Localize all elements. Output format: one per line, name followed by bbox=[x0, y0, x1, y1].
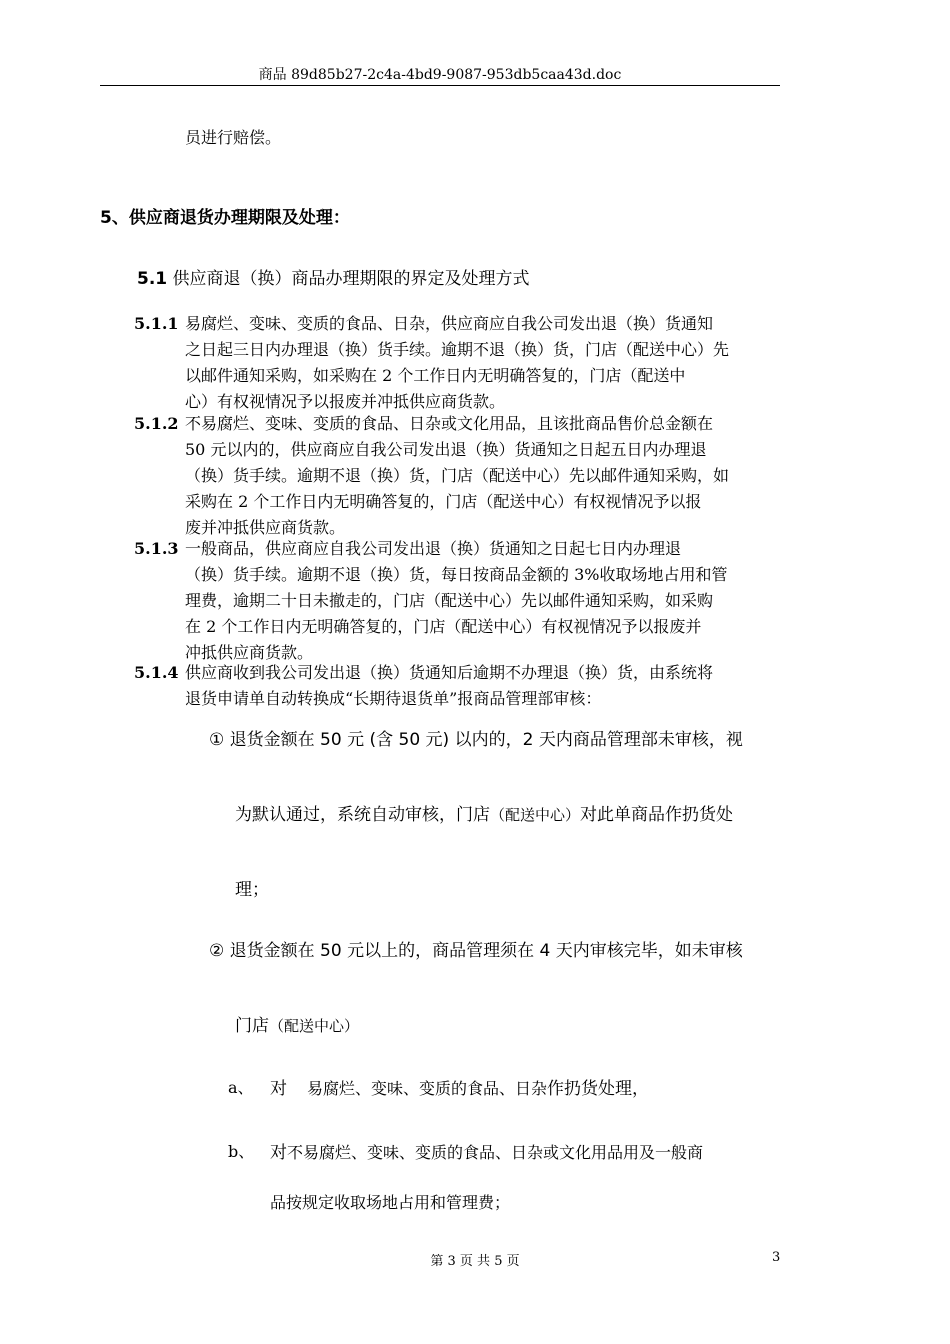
clause-line: 50 元以内的，供应商应自我公司发出退（换）货通知之日起五日内办理退 bbox=[185, 440, 707, 459]
sub-a-text: 易腐烂、变味、变质的食品、日杂 bbox=[307, 1079, 548, 1098]
clause-line: 一般商品，供应商应自我公司发出退（换）货通知之日起七日内办理退 bbox=[185, 539, 682, 558]
sub-a-post: 作扔货处理， bbox=[547, 1079, 650, 1099]
sub-b-text-1: 不易腐烂、变味、变质的食品、日杂或文化用品用及一般商 bbox=[287, 1143, 704, 1162]
clause-line: 不易腐烂、变味、变质的食品、日杂或文化用品，且该批商品售价总金额在 bbox=[185, 414, 714, 433]
clause-number: 5.1.2 bbox=[134, 414, 179, 433]
clause-line: 在 2 个工作日内无明确答复的，门店（配送中心）有权视情况予以报废并 bbox=[185, 617, 702, 636]
document-header-title: 商品 89d85b27-2c4a-4bd9-9087-953db5caa43d.doc bbox=[258, 67, 622, 83]
sub-a-label: a、 bbox=[228, 1078, 254, 1097]
clause-line: （换）货手续。逾期不退（换）货，每日按商品金额的 3%收取场地占用和管 bbox=[185, 565, 728, 584]
clause-line: 退货申请单自动转换成“长期待退货单”报商品管理部审核： bbox=[185, 689, 602, 708]
clause-line: 易腐烂、变味、变质的食品、日杂，供应商应自我公司发出退（换）货通知 bbox=[185, 314, 714, 333]
item-1-line-2-part-c: 对此单商品作扔货处 bbox=[580, 805, 734, 825]
clause-number: 5.1.4 bbox=[134, 663, 179, 682]
header-rule bbox=[100, 85, 780, 86]
sub-a-pre: 对 bbox=[270, 1079, 287, 1099]
clause-line: 以邮件通知采购，如采购在 2 个工作日内无明确答复的，门店（配送中 bbox=[185, 366, 686, 385]
sub-b-pre: 对 bbox=[270, 1143, 287, 1163]
item-1-line-1: ① 退货金额在 50 元 (含 50 元) 以内的，2 天内商品管理部未审核，视 bbox=[209, 730, 743, 750]
clause-line: （换）货手续。逾期不退（换）货，门店（配送中心）先以邮件通知采购，如 bbox=[185, 466, 730, 485]
item-2-line-2-part-b: （配送中心） bbox=[269, 1017, 360, 1035]
sub-b-line-1 bbox=[270, 1138, 703, 1163]
clause-5-1-2 bbox=[134, 411, 780, 541]
clause-line: 冲抵供应商货款。 bbox=[185, 643, 314, 662]
clause-5-1-4 bbox=[134, 660, 780, 712]
sub-b-label: b、 bbox=[228, 1142, 255, 1161]
subsection-text: 供应商退（换）商品办理期限的界定及处理方式 bbox=[167, 269, 530, 289]
clause-line: 供应商收到我公司发出退（换）货通知后逾期不办理退（换）货，由系统将 bbox=[185, 663, 714, 682]
clause-number: 5.1.3 bbox=[134, 539, 179, 558]
clause-line: 废并冲抵供应商货款。 bbox=[185, 518, 346, 537]
item-1-line-3: 理； bbox=[235, 880, 269, 900]
item-2-line-2-part-a: 门店 bbox=[235, 1016, 269, 1036]
page-number: 3 bbox=[772, 1250, 781, 1265]
sub-a-line bbox=[270, 1074, 649, 1099]
item-1-line-2-part-b: （配送中心） bbox=[490, 806, 581, 824]
subsection-title bbox=[137, 264, 530, 289]
subsection-number: 5.1 bbox=[137, 269, 168, 289]
clause-5-1-3 bbox=[134, 536, 780, 666]
item-2-line-2 bbox=[235, 1011, 359, 1036]
continuation-text: 员进行赔偿。 bbox=[185, 128, 282, 147]
clause-line: 采购在 2 个工作日内无明确答复的，门店（配送中心）有权视情况予以报 bbox=[185, 492, 702, 511]
section-title: 5、供应商退货办理期限及处理： bbox=[100, 208, 350, 228]
clause-5-1-1 bbox=[134, 311, 780, 415]
clause-line: 心）有权视情况予以报废并冲抵供应商货款。 bbox=[185, 392, 506, 411]
page-of-label: 第 3 页 共 5 页 bbox=[430, 1254, 520, 1269]
item-1-line-2 bbox=[235, 800, 733, 825]
clause-number: 5.1.1 bbox=[134, 314, 179, 333]
item-2-line-1: ② 退货金额在 50 元以上的，商品管理须在 4 天内审核完毕，如未审核 bbox=[209, 941, 743, 961]
clause-line: 之日起三日内办理退（换）货手续。逾期不退（换）货，门店（配送中心）先 bbox=[185, 340, 730, 359]
sub-b-line-2: 品按规定收取场地占用和管理费； bbox=[270, 1193, 511, 1212]
clause-line: 理费，逾期二十日未撤走的，门店（配送中心）先以邮件通知采购，如采购 bbox=[185, 591, 714, 610]
item-1-line-2-part-a: 为默认通过，系统自动审核，门店 bbox=[235, 805, 490, 825]
